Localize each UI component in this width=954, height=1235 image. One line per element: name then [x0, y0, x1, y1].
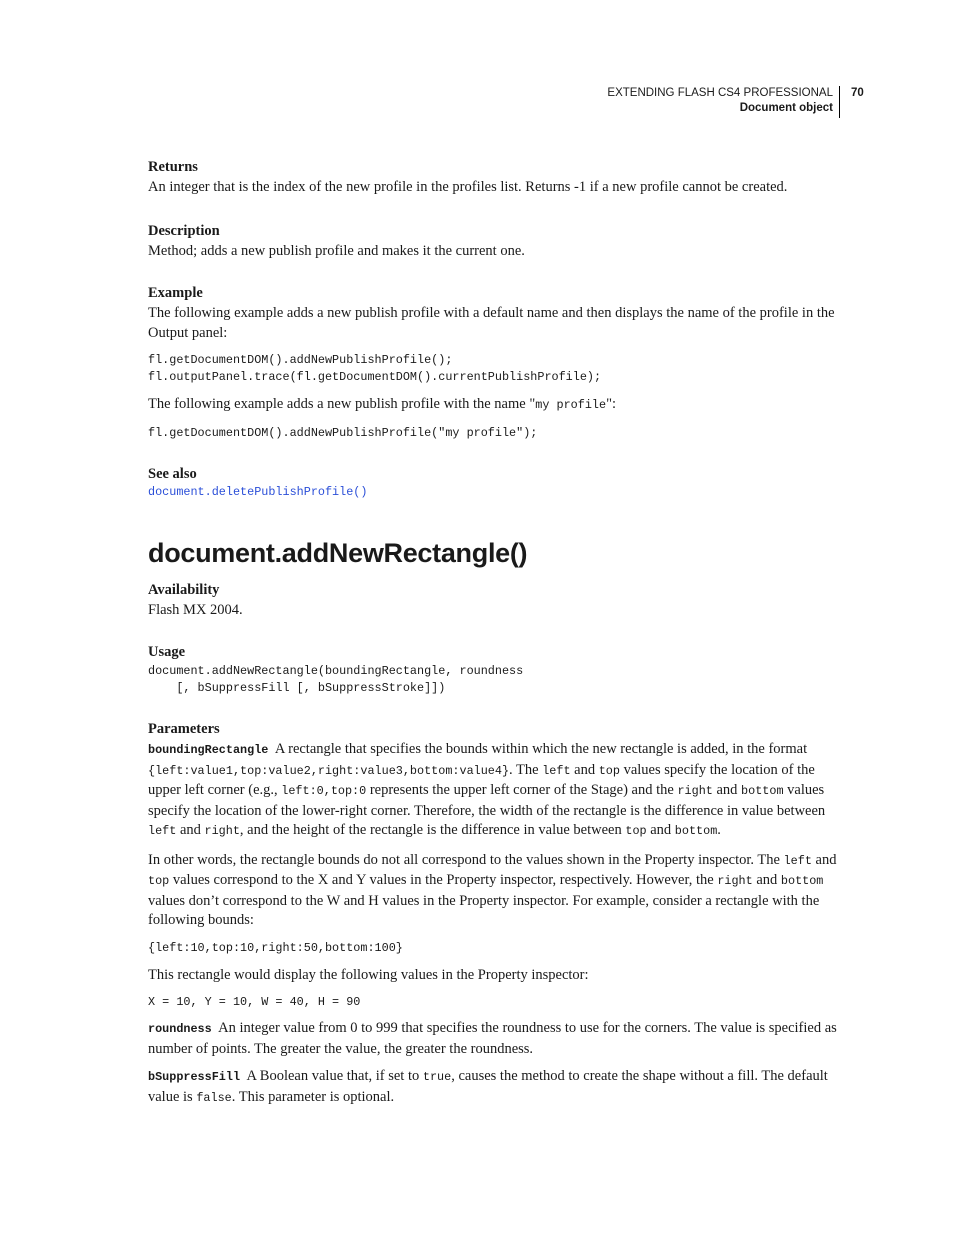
param-name-roundness: roundness: [148, 1022, 212, 1036]
usage-heading: Usage: [148, 644, 186, 660]
example-intro: The following example adds a new publish profile with a default name and then displays the name of the profile in the Output panel:: [148, 305, 835, 341]
section-title: Document object: [739, 102, 833, 114]
param-code: bottom: [741, 784, 784, 798]
param-text: and: [712, 782, 742, 798]
property-values-code: X = 10, Y = 10, W = 40, H = 90: [148, 995, 361, 1009]
param-text: . This parameter is optional.: [231, 1088, 395, 1105]
book-title: EXTENDING FLASH CS4 PROFESSIONAL: [607, 87, 833, 99]
param-code: false: [196, 1090, 232, 1105]
availability-text: Flash MX 2004.: [148, 601, 243, 618]
page-content: [148, 157, 840, 1108]
param-code: left: [148, 824, 177, 838]
bounds-explanation: [148, 851, 840, 931]
method-title: document.addNewRectangle(): [148, 537, 528, 568]
param-code: top: [598, 763, 620, 778]
usage-code: document.addNewRectangle(boundingRectangle, roundness [, bSuppressFill [, bSuppressStroke]]): [148, 664, 524, 695]
param-name-bsuppress-fill: bSuppressFill: [148, 1070, 241, 1084]
param-text: values specify the location of the upper left corner (e.g.,: [148, 761, 815, 798]
parameters-heading: Parameters: [148, 721, 220, 737]
param-code: top: [148, 874, 170, 888]
param-text: A Boolean value that, if set to: [246, 1068, 423, 1084]
param-code: true: [422, 1070, 452, 1084]
param-text: and: [811, 851, 837, 868]
see-also-heading: See also: [148, 465, 197, 482]
param-code: left: [783, 853, 812, 868]
param-code: top: [625, 824, 647, 838]
property-inspector-intro: This rectangle would display the following values in the Property inspector:: [148, 966, 589, 983]
param-text: and: [752, 872, 781, 888]
param-text: , causes the method to create the shape without a fill. The default value is: [148, 1068, 828, 1105]
param-text: .: [717, 822, 721, 838]
example-intro-2-end: ":: [606, 396, 617, 412]
param-text: values don’t correspond to the W and H values in the Property inspector. For example, consider a rectangle with the following bounds:: [148, 892, 820, 928]
delete-publish-profile-link[interactable]: document.deletePublishProfile(): [148, 484, 368, 499]
example-code-2: fl.getDocumentDOM().addNewPublishProfile("my profile");: [148, 425, 538, 440]
example-heading: Example: [148, 285, 203, 301]
param-text: , and the height of the rectangle is the difference in value between: [239, 822, 626, 838]
param-text: A rectangle that specifies the bounds within which the new rectangle is added, in the format: [274, 741, 808, 757]
example-intro-2: [148, 395, 840, 416]
param-bounding-rectangle: [148, 740, 840, 842]
param-text: . The: [509, 761, 543, 778]
description-heading: Description: [148, 222, 220, 239]
param-code: left:0,top:0: [281, 784, 367, 798]
param-code: right: [717, 874, 753, 888]
availability-heading: Availability: [148, 581, 220, 598]
param-roundness: [148, 1019, 840, 1059]
param-text: values correspond to the X and Y values in the Property inspector, respectively. However, the: [169, 872, 718, 888]
param-text: represents the upper left corner of the Stage) and the: [366, 782, 678, 798]
returns-heading: Returns: [148, 159, 198, 175]
page-number: 70: [851, 87, 864, 99]
returns-text: An integer that is the index of the new profile in the profiles list. Returns -1 if a new profile cannot be created.: [148, 179, 788, 195]
param-code: bottom: [780, 874, 824, 888]
param-text: and: [176, 822, 205, 838]
param-text: and: [646, 822, 675, 838]
param-text: values specify the location of the lower-right corner. Therefore, the width of the rectangle is the difference in value between: [148, 782, 826, 819]
param-code: {left:value1,top:value2,right:value3,bottom:value4}: [148, 763, 510, 778]
example-intro-2-code: my profile: [535, 398, 607, 412]
example-intro-2-text: The following example adds a new publish profile with the name ": [148, 396, 536, 412]
param-text: In other words, the rectangle bounds do not all correspond to the values shown in the Property inspector. The: [148, 851, 784, 868]
param-code: left: [542, 763, 571, 778]
running-header: [607, 86, 840, 118]
param-bsuppress-fill: [148, 1067, 840, 1108]
example-code-1: fl.getDocumentDOM().addNewPublishProfile(); fl.outputPanel.trace(fl.getDocumentDOM().currentPublishProfile);: [148, 353, 602, 384]
bounds-code: {left:10,top:10,right:50,bottom:100}: [148, 940, 403, 955]
description-text: Method; adds a new publish profile and makes it the current one.: [148, 242, 525, 259]
param-name-bounding-rectangle: boundingRectangle: [148, 743, 269, 757]
param-text: An integer value from 0 to 999 that specifies the roundness to use for the corners. The value is specified as number of points. The greater the value, the greater the roundness.: [148, 1020, 837, 1057]
param-code: right: [677, 784, 713, 798]
param-code: right: [204, 824, 240, 838]
param-code: bottom: [674, 824, 718, 838]
param-text: and: [570, 761, 599, 778]
